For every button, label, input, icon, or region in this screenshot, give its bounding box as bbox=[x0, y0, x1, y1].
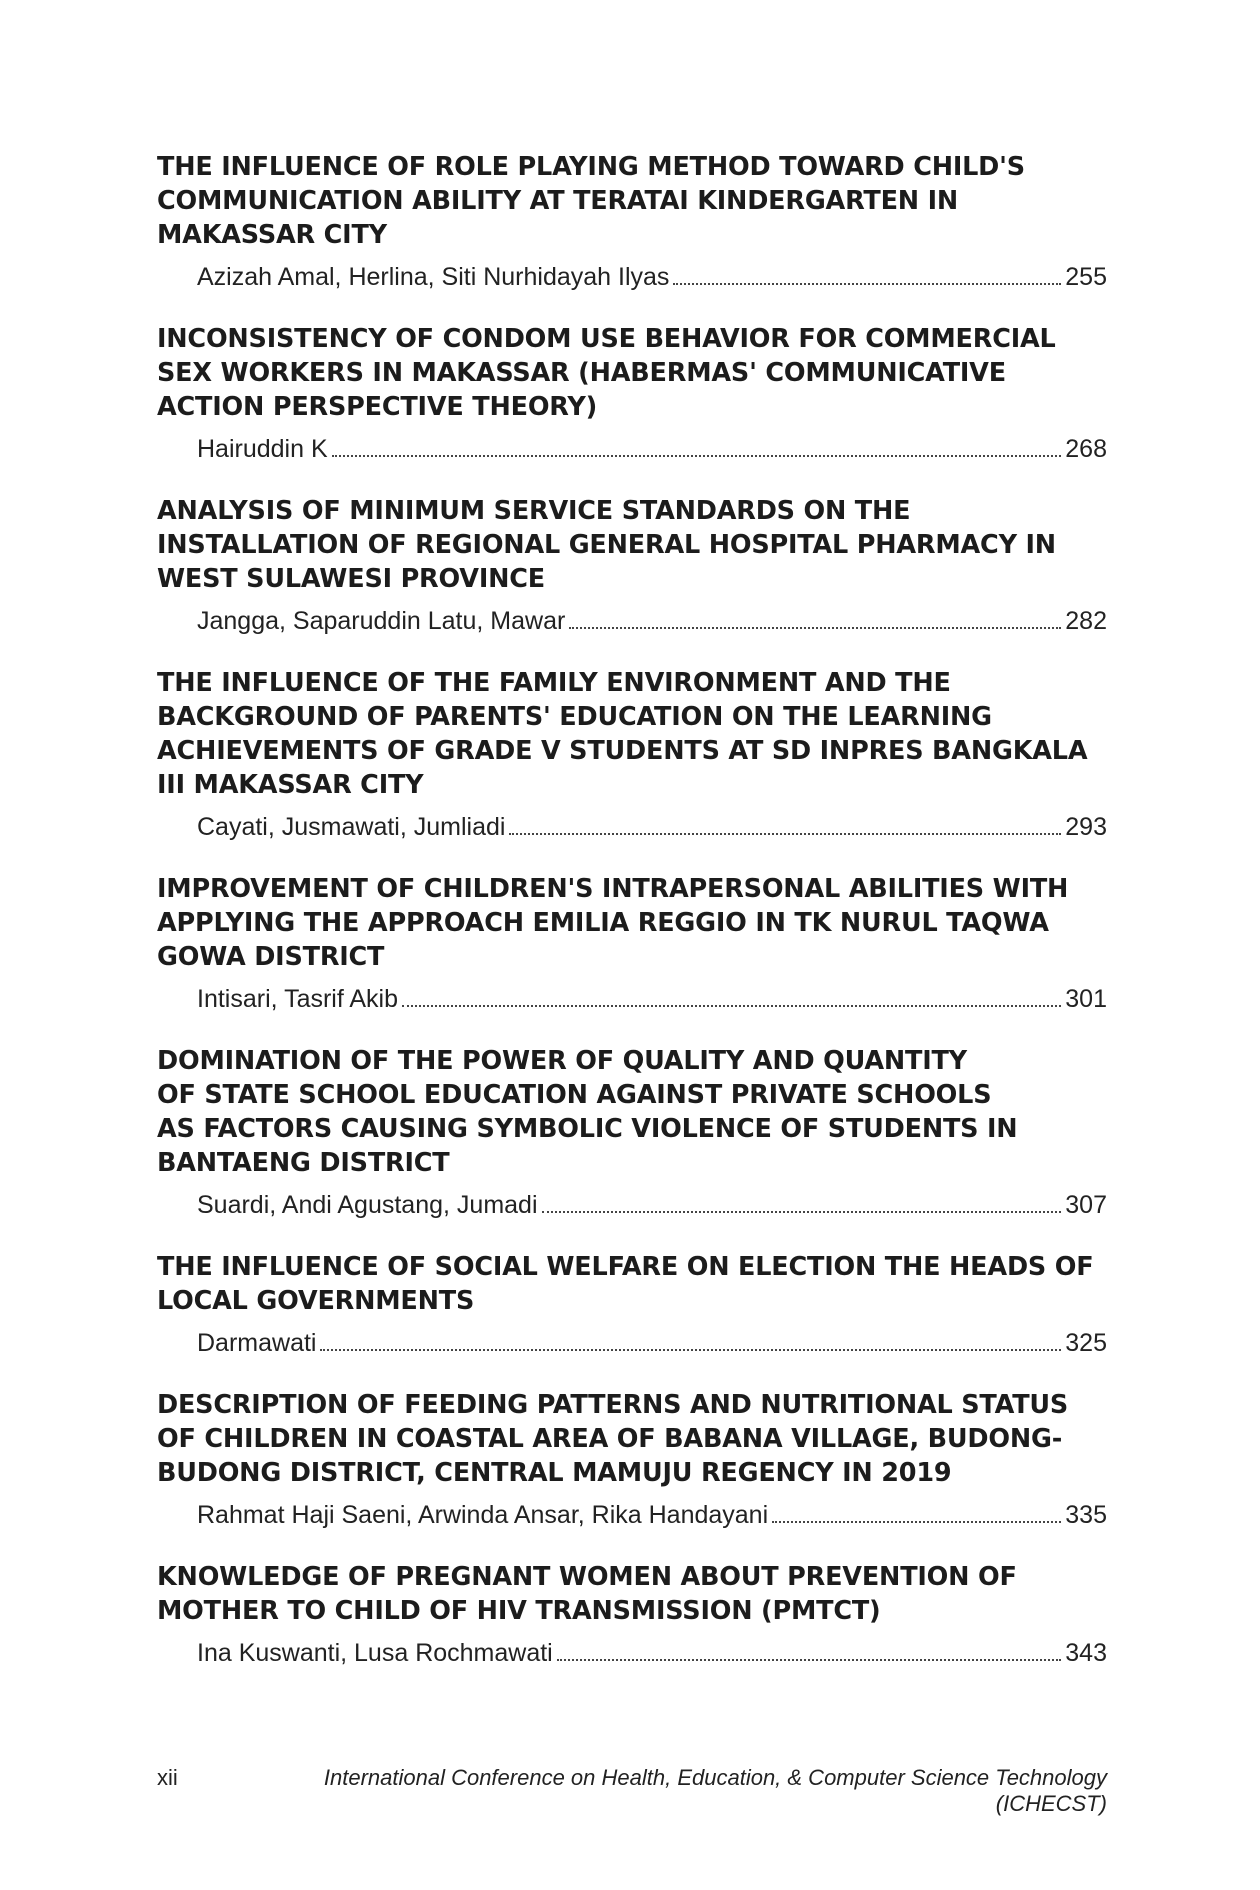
dot-leader bbox=[557, 1659, 1062, 1661]
dot-leader bbox=[320, 1349, 1061, 1351]
entry-title: IMPROVEMENT OF CHILDREN'S INTRAPERSONAL ABILITIES WITH APPLYING THE APPROACH EMILIA REGGIO IN TK NURUL TAQWA GOWA DISTRICT bbox=[157, 874, 1069, 972]
entry-page-number: 293 bbox=[1065, 813, 1107, 841]
entry-line bbox=[197, 810, 1107, 844]
entry-line bbox=[197, 1498, 1107, 1532]
entry-line bbox=[197, 260, 1107, 294]
toc-entry bbox=[157, 1560, 1107, 1670]
entry-title: KNOWLEDGE OF PREGNANT WOMEN ABOUT PREVENTION OF MOTHER TO CHILD OF HIV TRANSMISSION (PMTCT) bbox=[157, 1562, 1017, 1626]
dot-leader bbox=[509, 833, 1061, 835]
entry-page-number: 282 bbox=[1065, 607, 1107, 635]
page-footer bbox=[157, 1765, 1107, 1817]
dot-leader bbox=[772, 1521, 1061, 1523]
entry-title: THE INFLUENCE OF SOCIAL WELFARE ON ELECTION THE HEADS OF LOCAL GOVERNMENTS bbox=[157, 1252, 1094, 1316]
entry-line bbox=[197, 1188, 1107, 1222]
entry-line bbox=[197, 982, 1107, 1016]
entry-authors: Azizah Amal, Herlina, Siti Nurhidayah Ilyas bbox=[197, 263, 670, 291]
footer-page-number: xii bbox=[157, 1765, 178, 1790]
entry-title: DOMINATION OF THE POWER OF QUALITY AND QUANTITY OF STATE SCHOOL EDUCATION AGAINST PRIVATE SCHOOLS AS FACTORS CAUSING SYMBOLIC VIOLENCE OF STUDENTS IN BANTAENG DISTRICT bbox=[157, 1046, 1018, 1178]
toc-entry bbox=[157, 872, 1107, 1016]
entry-page-number: 268 bbox=[1065, 435, 1107, 463]
entry-line bbox=[197, 432, 1107, 466]
dot-leader bbox=[402, 1005, 1061, 1007]
entry-authors: Ina Kuswanti, Lusa Rochmawati bbox=[197, 1639, 553, 1667]
entry-line bbox=[197, 604, 1107, 638]
entry-line bbox=[197, 1326, 1107, 1360]
entry-title: THE INFLUENCE OF THE FAMILY ENVIRONMENT AND THE BACKGROUND OF PARENTS' EDUCATION ON THE LEARNING ACHIEVEMENTS OF GRADE V STUDENTS AT SD INPRES BANGKALA III MAKASSAR CITY bbox=[157, 668, 1088, 800]
entry-page-number: 301 bbox=[1065, 985, 1107, 1013]
entry-authors: Hairuddin K bbox=[197, 435, 328, 463]
table-of-contents bbox=[157, 150, 1107, 1698]
entry-page-number: 325 bbox=[1065, 1329, 1107, 1357]
entry-title: ANALYSIS OF MINIMUM SERVICE STANDARDS ON THE INSTALLATION OF REGIONAL GENERAL HOSPITAL PHARMACY IN WEST SULAWESI PROVINCE bbox=[157, 496, 1056, 594]
toc-entry bbox=[157, 322, 1107, 466]
toc-entry bbox=[157, 150, 1107, 294]
dot-leader bbox=[673, 283, 1061, 285]
toc-entry bbox=[157, 494, 1107, 638]
entry-page-number: 255 bbox=[1065, 263, 1107, 291]
entry-page-number: 307 bbox=[1065, 1191, 1107, 1219]
toc-entry bbox=[157, 1250, 1107, 1360]
dot-leader bbox=[542, 1211, 1062, 1213]
footer-conference-title: International Conference on Health, Education, & Computer Science Technology (ICHECST) bbox=[323, 1765, 1107, 1816]
toc-entry bbox=[157, 1044, 1107, 1222]
entry-page-number: 335 bbox=[1065, 1501, 1107, 1529]
dot-leader bbox=[569, 627, 1061, 629]
toc-entry bbox=[157, 666, 1107, 844]
entry-title: INCONSISTENCY OF CONDOM USE BEHAVIOR FOR COMMERCIAL SEX WORKERS IN MAKASSAR (HABERMAS' COMMUNICATIVE ACTION PERSPECTIVE THEORY) bbox=[157, 324, 1056, 422]
entry-authors: Intisari, Tasrif Akib bbox=[197, 985, 399, 1013]
entry-authors: Rahmat Haji Saeni, Arwinda Ansar, Rika Handayani bbox=[197, 1501, 769, 1529]
entry-authors: Darmawati bbox=[197, 1329, 317, 1357]
entry-authors: Suardi, Andi Agustang, Jumadi bbox=[197, 1191, 538, 1219]
entry-title: DESCRIPTION OF FEEDING PATTERNS AND NUTRITIONAL STATUS OF CHILDREN IN COASTAL AREA OF BABANA VILLAGE, BUDONG- BUDONG DISTRICT, CENTRAL MAMUJU REGENCY IN 2019 bbox=[157, 1390, 1069, 1488]
entry-page-number: 343 bbox=[1065, 1639, 1107, 1667]
entry-title: THE INFLUENCE OF ROLE PLAYING METHOD TOWARD CHILD'S COMMUNICATION ABILITY AT TERATAI KINDERGARTEN IN MAKASSAR CITY bbox=[157, 152, 1025, 250]
toc-entry bbox=[157, 1388, 1107, 1532]
entry-authors: Jangga, Saparuddin Latu, Mawar bbox=[197, 607, 566, 635]
dot-leader bbox=[332, 455, 1062, 457]
entry-line bbox=[197, 1636, 1107, 1670]
entry-authors: Cayati, Jusmawati, Jumliadi bbox=[197, 813, 506, 841]
